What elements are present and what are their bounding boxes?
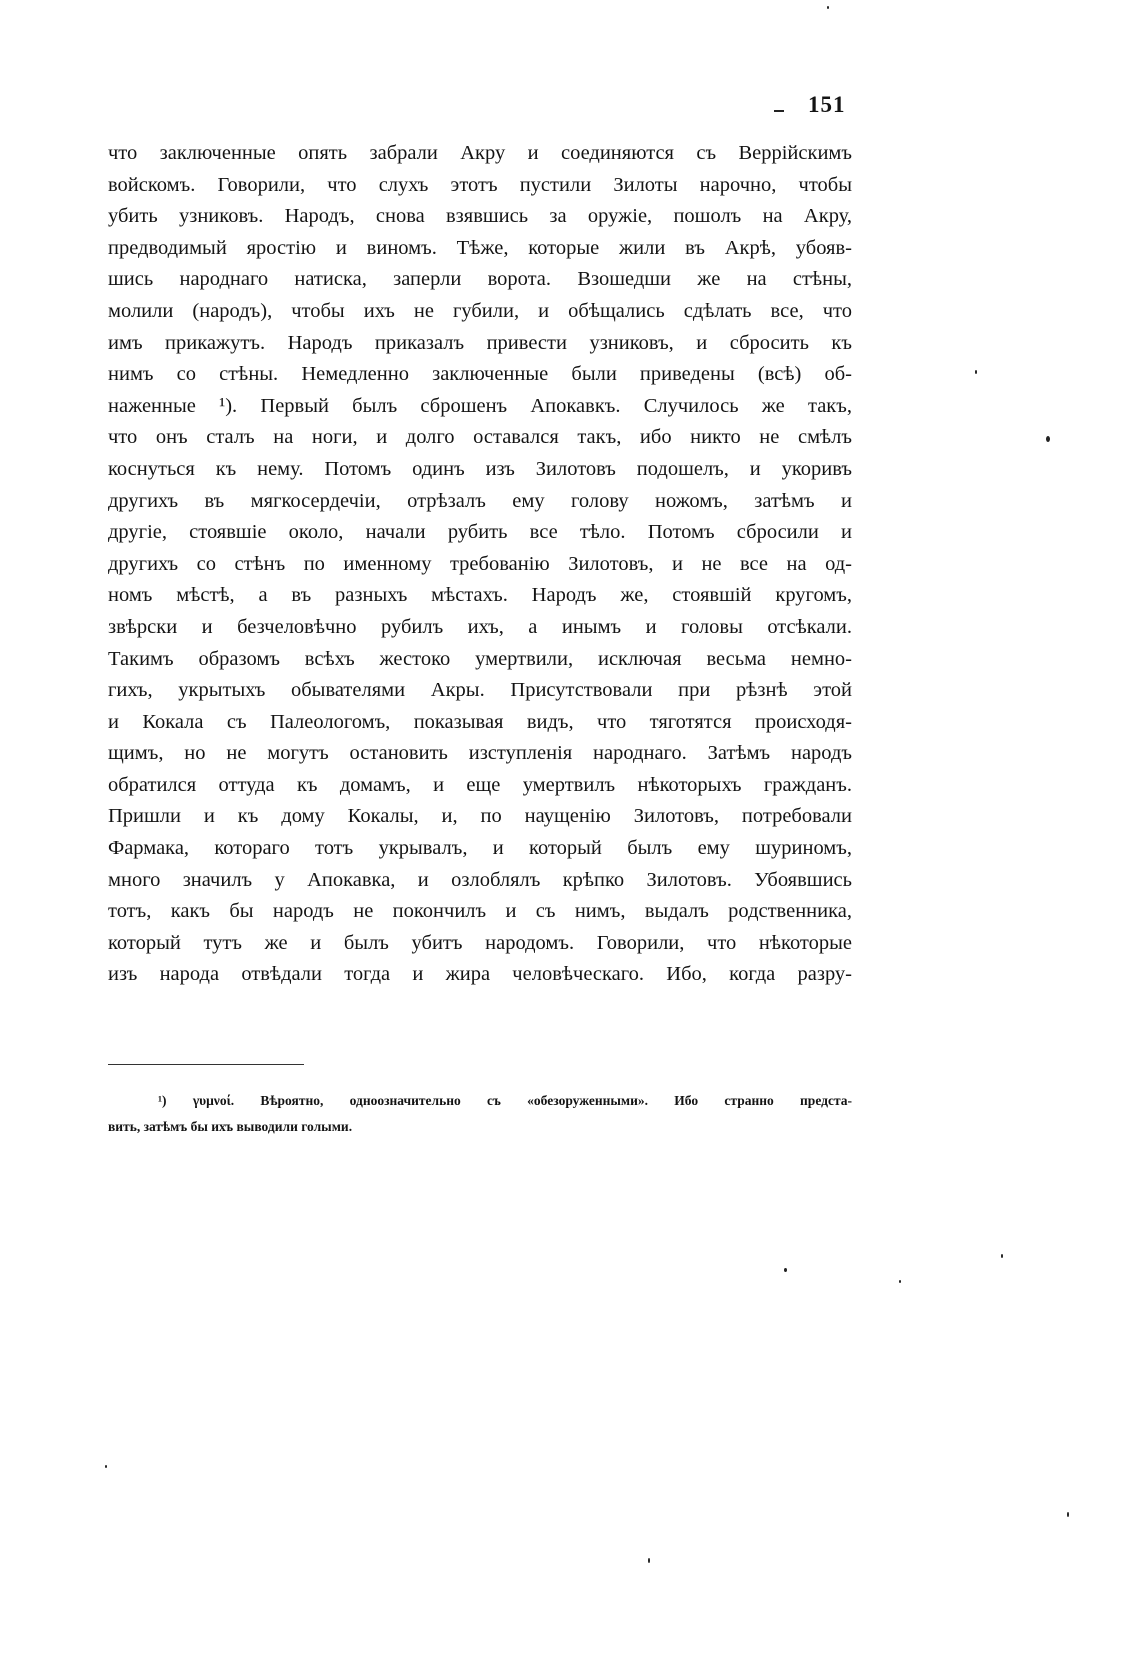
body-line: Фармака, котораго тотъ укрывалъ, и который былъ ему шуриномъ, [108, 837, 852, 860]
body-line: другіе, стоявшіе около, начали рубить все тѣло. Потомъ сбросили и [108, 521, 852, 544]
body-line: имъ прикажутъ. Народъ приказалъ привести узниковъ, и сбросить къ [108, 331, 852, 354]
body-line: другихъ со стѣнъ по именному требованію Зилотовъ, и не все на од- [108, 552, 852, 575]
body-line: что заключенные опять забрали Акру и соединяются съ Веррійскимъ [108, 142, 852, 164]
body-line: много значилъ у Апокавка, и озлоблялъ крѣпко Зилотовъ. Убоявшись [108, 868, 852, 891]
footnote-rule [108, 1064, 304, 1065]
scan-speck [827, 6, 829, 9]
scan-speck [648, 1558, 650, 1563]
scan-speck [1001, 1254, 1003, 1258]
body-line: гихъ, укрытыхъ обывателями Акры. Присутствовали при рѣзнѣ этой [108, 679, 852, 702]
body-line: наженные ¹). Первый былъ сброшенъ Апокавкъ. Случилось же такъ, [108, 394, 852, 417]
body-line: молили (народъ), чтобы ихъ не губили, и обѣщались сдѣлать все, что [108, 299, 852, 322]
body-line: звѣрски и безчеловѣчно рубилъ ихъ, а инымъ и головы отсѣкали. [108, 615, 852, 638]
body-line: который тутъ же и былъ убитъ народомъ. Говорили, что нѣкоторые [108, 931, 852, 954]
body-line: шись народнаго натиска, заперли ворота. Взошедши же на стѣны, [108, 268, 852, 291]
body-line: изъ народа отвѣдали тогда и жира человѣческаго. Ибо, когда разру- [108, 963, 852, 986]
body-line: коснуться къ нему. Потомъ одинъ изъ Зилотовъ подошелъ, и укоривъ [108, 457, 852, 480]
page-number: 151 [808, 92, 846, 117]
body-line: войскомъ. Говорили, что слухъ этотъ пустили Зилоты нарочно, чтобы [108, 173, 852, 196]
page-dash [774, 110, 784, 112]
scan-speck [975, 370, 977, 374]
scan-speck [899, 1280, 901, 1283]
body-line: и Кокала съ Палеологомъ, показывая видъ, что тяготятся происходя- [108, 710, 852, 733]
footnote [108, 1088, 852, 1140]
scan-speck [1067, 1512, 1069, 1517]
body-line: предводимый яростію и виномъ. Тѣже, которые жили въ Акрѣ, убояв- [108, 236, 852, 259]
body-line: Пришли и къ дому Кокалы, и, по наущенію Зилотовъ, потребовали [108, 805, 852, 828]
scan-speck [105, 1465, 107, 1468]
body-line: тотъ, какъ бы народъ не покончилъ и съ нимъ, выдалъ родственника, [108, 900, 852, 923]
body-line: убить узниковъ. Народъ, снова взявшись за оружіе, пошолъ на Акру, [108, 205, 852, 228]
body-line: другихъ въ мягкосердечіи, отрѣзалъ ему голову ножомъ, затѣмъ и [108, 489, 852, 512]
body-line: обратился оттуда къ домамъ, и еще умертвилъ нѣкоторыхъ гражданъ. [108, 773, 852, 796]
body-text [108, 138, 852, 991]
body-line: номъ мѣстѣ, а въ разныхъ мѣстахъ. Народъ же, стоявшій кругомъ, [108, 584, 852, 607]
body-line: Такимъ образомъ всѣхъ жестоко умертвили, исключая весьма немно- [108, 647, 852, 670]
scan-speck [784, 1268, 787, 1272]
scan-speck [1046, 436, 1050, 442]
body-line: что онъ сталъ на ноги, и долго оставался такъ, ибо никто не смѣлъ [108, 426, 852, 449]
body-line: нимъ со стѣны. Немедленно заключенные были приведены (всѣ) об- [108, 363, 852, 386]
footnote-line: вить, затѣмъ бы ихъ выводили голыми. [108, 1119, 353, 1134]
footnote-line: ¹) γυμνοί. Вѣроятно, одноозначительно съ «обезоруженными». Ибо странно предста- [158, 1093, 852, 1108]
body-line: щимъ, но не могутъ остановить изступленія народнаго. Затѣмъ народъ [108, 742, 852, 765]
